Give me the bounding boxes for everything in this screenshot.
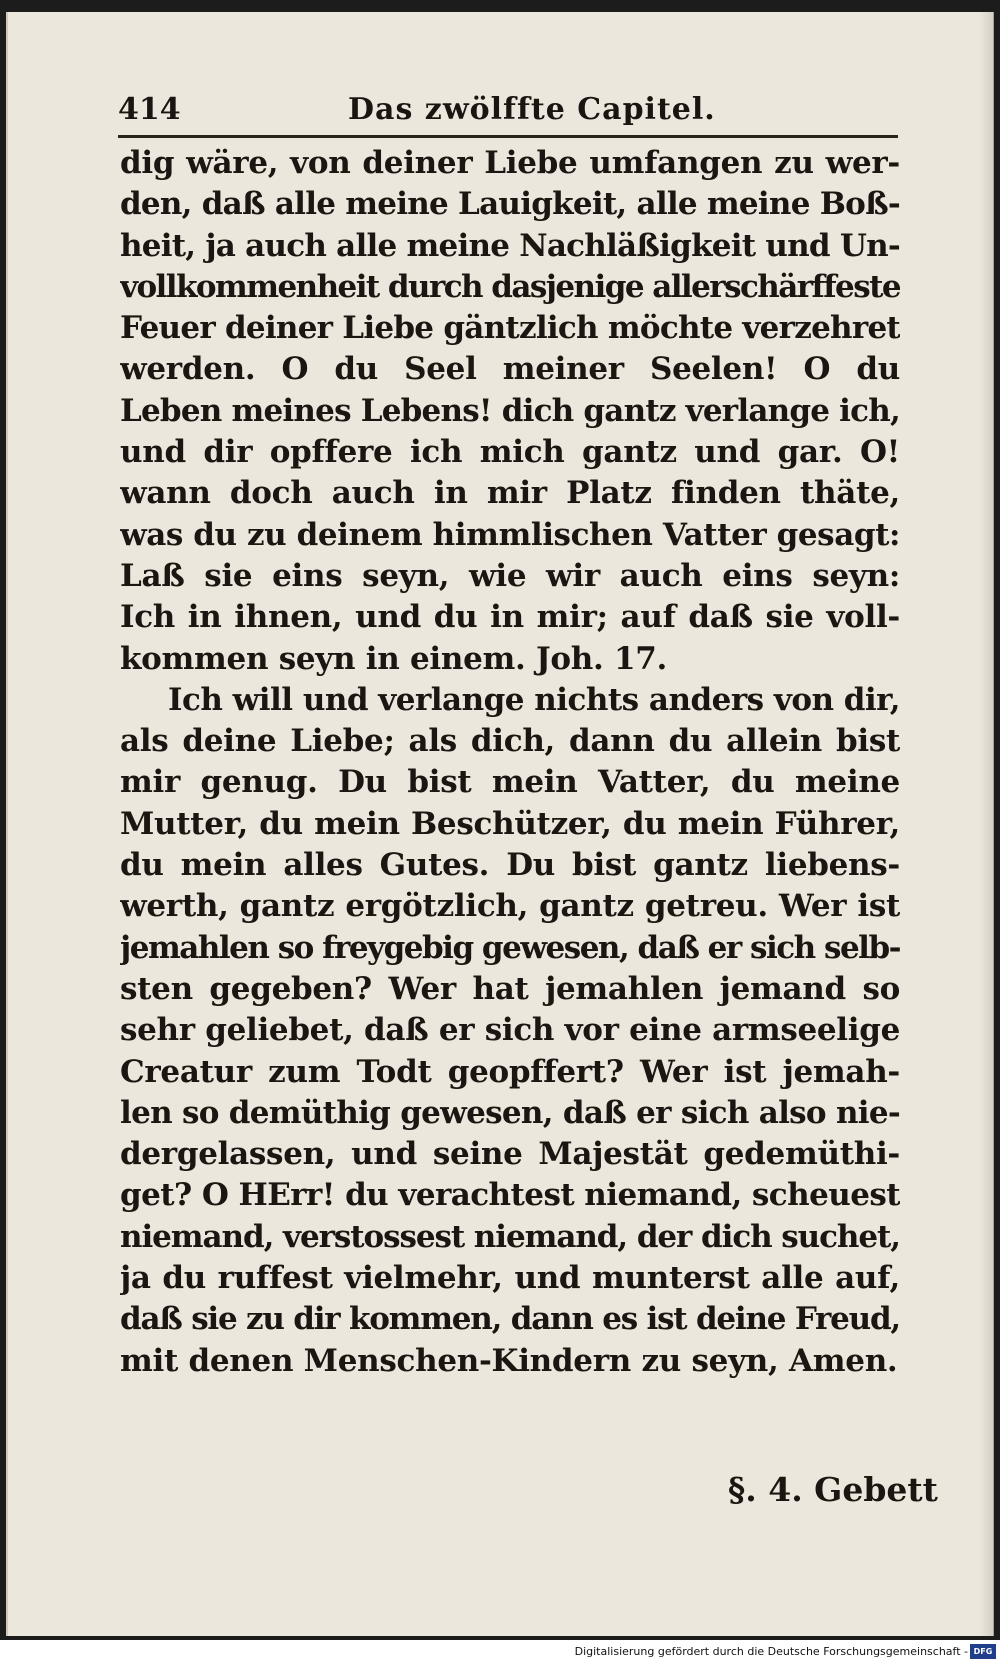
text-line: vollkommenheit durch dasjenige allerschärffeste <box>120 268 900 305</box>
text-line: sehr geliebet, daß er sich vor eine armseelige <box>120 1012 900 1049</box>
text-line: mir genug. Du bist mein Vatter, du meine <box>120 764 900 801</box>
text-line: du mein alles Gutes. Du bist gantz liebens- <box>120 847 900 884</box>
text-line: Leben meines Lebens! dich gantz verlange ich, <box>120 392 900 429</box>
text-line: was du zu deinem himmlischen Vatter gesagt: <box>120 516 900 553</box>
text-line: len so demüthig gewesen, daß er sich also nie- <box>120 1094 900 1131</box>
header-rule <box>118 135 898 138</box>
text-line: mit denen Menschen-Kindern zu seyn, Amen. <box>120 1342 898 1379</box>
text-line: sten gegeben? Wer hat jemahlen jemand so <box>120 970 900 1007</box>
text-line: Laß sie eins seyn, wie wir auch eins seyn: <box>120 557 900 594</box>
text-line: werden. O du Seel meiner Seelen! O du <box>120 351 900 388</box>
digitization-footer <box>0 1642 1000 1663</box>
text-line: den, daß alle meine Lauigkeit, alle meine Boß- <box>120 186 900 223</box>
text-line: niemand, verstossest niemand, der dich suchet, <box>120 1218 900 1255</box>
text-line: als deine Liebe; als dich, dann du allein bist <box>120 723 900 760</box>
text-line: Creatur zum Todt geopffert? Wer ist jemah- <box>120 1053 900 1090</box>
text-line: daß sie zu dir kommen, dann es ist deine Freud, <box>120 1301 900 1338</box>
text-line: Mutter, du mein Beschützer, du mein Führer, <box>120 805 900 842</box>
text-line: werth, gantz ergötzlich, gantz getreu. Wer ist <box>120 888 900 925</box>
text-line: Ich in ihnen, und du in mir; auf daß sie voll- <box>120 599 900 636</box>
text-line: kommen seyn in einem. Joh. 17. <box>120 640 667 677</box>
text-line: und dir opffere ich mich gantz und gar. O! <box>120 434 900 471</box>
dfg-logo-icon: DFG <box>970 1644 996 1659</box>
page-number: 414 <box>118 92 181 127</box>
text-line: Feuer deiner Liebe gäntzlich möchte verzehret <box>120 310 900 347</box>
text-line: heit, ja auch alle meine Nachläßigkeit und Un- <box>120 227 900 264</box>
body-text <box>120 143 900 1382</box>
paragraph-start-line: Ich will und verlange nichts anders von dir, <box>168 681 900 718</box>
text-line: wann doch auch in mir Platz finden thäte, <box>120 475 900 512</box>
text-line: get? O HErr! du verachtest niemand, scheuest <box>120 1177 900 1214</box>
catchword: §. 4. Gebett <box>728 1470 938 1509</box>
text-line: jemahlen so freygebig gewesen, daß er sich selb- <box>120 929 900 966</box>
page-header <box>118 92 898 132</box>
text-line: dig wäre, von deiner Liebe umfangen zu wer- <box>120 145 900 181</box>
text-line: dergelassen, und seine Majestät gedemüthi- <box>120 1136 900 1173</box>
funding-credit: Digitalisierung gefördert durch die Deutsche Forschungsgemeinschaft - <box>574 1645 968 1658</box>
text-line: ja du ruffest vielmehr, und munterst alle auf, <box>120 1260 900 1297</box>
running-title: Das zwölffte Capitel. <box>348 92 716 127</box>
